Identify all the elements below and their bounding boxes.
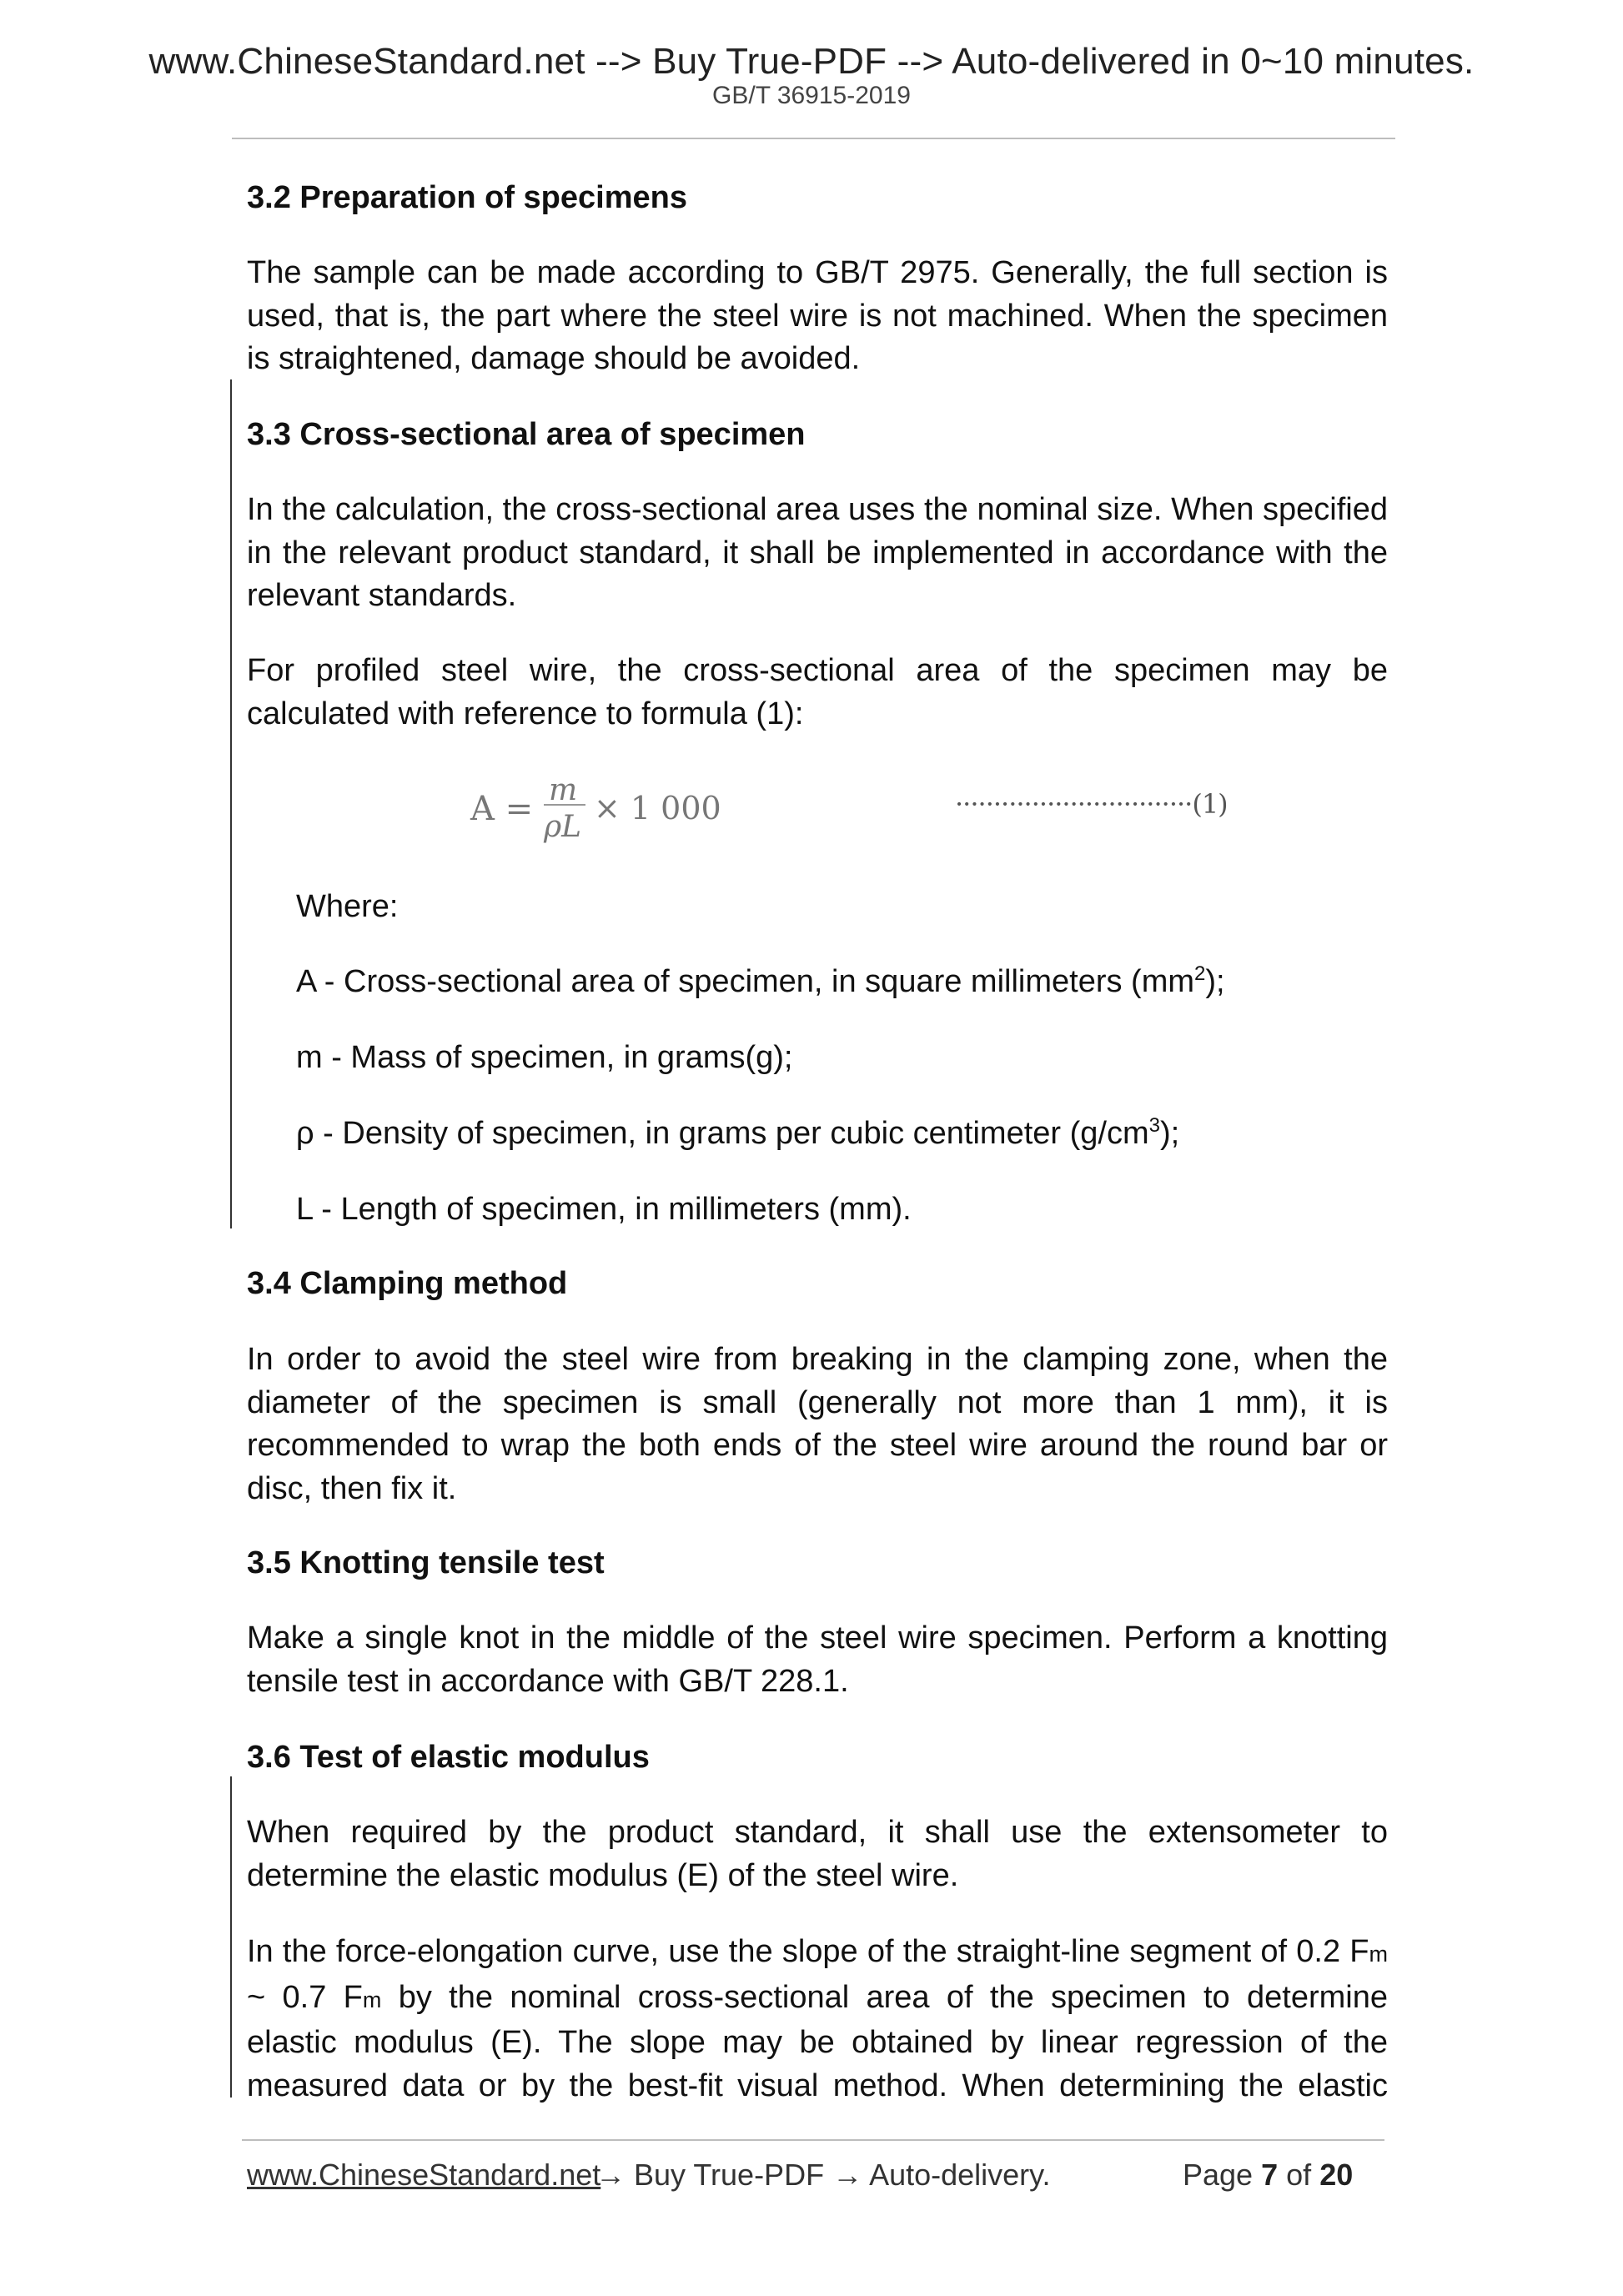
paragraph: When required by the product standard, it shall use the extensometer to determine the elastic modulus (E) of the steel wire. bbox=[247, 1815, 1388, 1893]
document-id: GB/T 36915-2019 bbox=[712, 82, 911, 109]
definition-rho: ρ - Density of specimen, in grams per cubic centimeter $(g/cm^3)$; bbox=[296, 1114, 1180, 1151]
change-bar bbox=[230, 1776, 232, 2098]
formula-numerator: m bbox=[549, 773, 578, 807]
paragraph: In order to avoid the steel wire from breaking in the clamping zone, when the diameter of the specimen is small (generally not more than 1 mm), it is recommended to wrap the both ends of the steel wire around the round bar or disc, then fix it. bbox=[247, 1342, 1388, 1506]
section-heading-3-4: 3.4 Clamping method bbox=[247, 1266, 568, 1301]
formula-1 bbox=[467, 763, 751, 863]
section-heading-3-3: 3.3 Cross-sectional area of specimen bbox=[247, 417, 806, 452]
paragraph: For profiled steel wire, the cross-sectional area of the specimen may be calculated with reference to formula (1): bbox=[247, 653, 1388, 731]
equation-number-label: (1) bbox=[1192, 788, 1228, 820]
definition-m: m - Mass of specimen, in grams(g); bbox=[296, 1040, 793, 1075]
where-label: Where: bbox=[296, 889, 399, 924]
site-banner: www.ChineseStandard.net --> Buy True-PDF --> Auto-delivered in 0~10 minutes. bbox=[148, 41, 1475, 82]
section-heading-3-6: 3.6 Test of elastic modulus bbox=[247, 1740, 650, 1775]
definition-L: L - Length of specimen, in millimeters (mm). bbox=[296, 1192, 912, 1227]
paragraph: The sample can be made according to GB/T 2975. Generally, the full section is used, that is, the part where the steel wire is not machined. When the specimen is straightened, damage should be avoided. bbox=[247, 255, 1388, 376]
definition-A: A - Cross-sectional area of specimen, in square millimeters $(mm^2)$; bbox=[296, 962, 1225, 999]
formula-lhs: A = bbox=[470, 790, 534, 828]
section-heading-3-5: 3.5 Knotting tensile test bbox=[247, 1545, 605, 1580]
footer-buy-text: → Buy True-PDF → Auto-delivery. bbox=[595, 2158, 1051, 2192]
leader-dots: ······························· bbox=[955, 788, 1193, 820]
equation-number bbox=[955, 788, 1228, 820]
page-number: Page 7 of 20 bbox=[1183, 2158, 1354, 2192]
change-bar bbox=[230, 379, 232, 1228]
footer-divider bbox=[242, 2139, 1384, 2141]
paragraph: In the calculation, the cross-sectional area uses the nominal size. When specified in the relevant product standard, it shall be implemented in accordance with the relevant standards. bbox=[247, 492, 1388, 613]
formula-multiplier: × 1 000 bbox=[594, 790, 721, 826]
fraction-bar bbox=[544, 804, 585, 806]
formula-denominator: ρL bbox=[544, 810, 582, 844]
footer-site-link[interactable]: www.ChineseStandard.net bbox=[247, 2158, 601, 2192]
paragraph: Make a single knot in the middle of the steel wire specimen. Perform a knotting tensile test in accordance with GB/T 228.1. bbox=[247, 1620, 1388, 1699]
paragraph: In the force-elongation curve, use the slope of the straight-line segment of 0.2 Fm ~ 0.7 Fm by the nominal cross-sectional area of the specimen to determine elastic modulus (E). The slope may be obtained by linear regression of the measured data or by the best-fit visual method. When determining the elastic bbox=[247, 1934, 1389, 2103]
section-heading-3-2: 3.2 Preparation of specimens bbox=[247, 180, 687, 215]
header-divider bbox=[232, 138, 1395, 139]
